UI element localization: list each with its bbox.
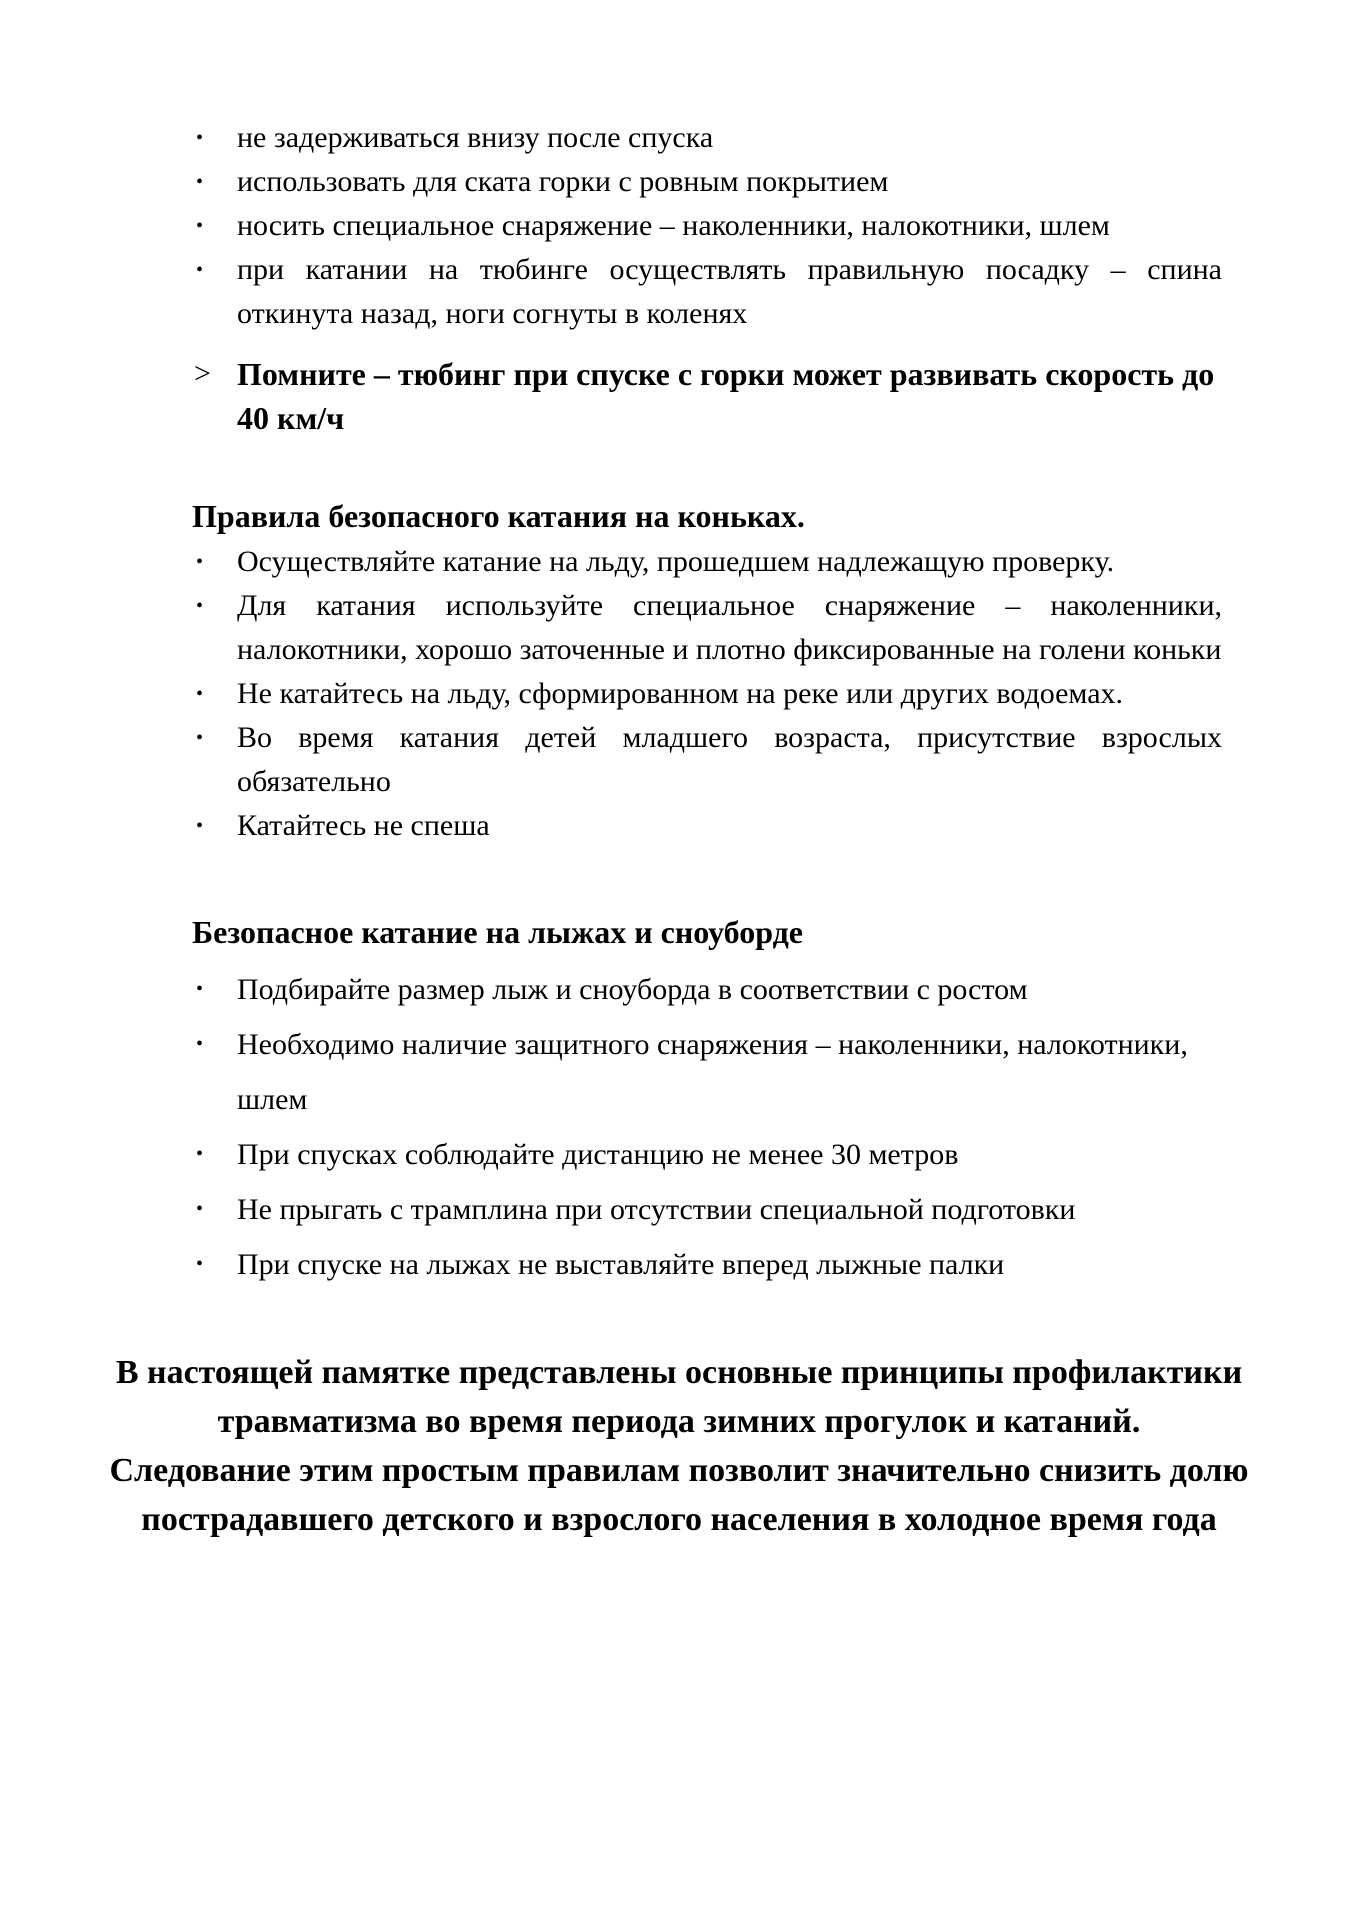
list-item-text: Необходимо наличие защитного снаряжения – наколенники, налокотники, шлем bbox=[237, 1028, 1188, 1116]
bullet-icon: • bbox=[196, 127, 204, 149]
list-item-text: Подбирайте размер лыж и сноуборда в соответствии с ростом bbox=[237, 973, 1028, 1006]
list-item bbox=[192, 1237, 1222, 1292]
ski-rules-list bbox=[192, 962, 1222, 1292]
list-item bbox=[192, 584, 1222, 672]
summary-line: В настоящей памятке представлены основные принципы профилактики bbox=[115, 1354, 1243, 1391]
list-item bbox=[192, 672, 1222, 716]
list-item bbox=[192, 804, 1222, 848]
bullet-icon: • bbox=[196, 215, 204, 237]
list-item-text: использовать для ската горки с ровным покрытием bbox=[237, 165, 889, 198]
bullet-icon: • bbox=[196, 171, 204, 193]
list-item-text: Для катания используйте специальное снаряжение – наколенники, налокотники, хорошо заточенные и плотно фиксированные на голени коньки bbox=[237, 589, 1222, 666]
bullet-icon: • bbox=[196, 1033, 204, 1055]
ski-section-heading: Безопасное катание на лыжах и сноуборде bbox=[192, 914, 803, 950]
skating-rules-list bbox=[192, 540, 1222, 848]
bullet-icon: • bbox=[196, 1198, 204, 1220]
summary-line: травматизма во время периода зимних прогулок и катаний. bbox=[217, 1403, 1141, 1440]
list-item-text: Во время катания детей младшего возраста, присутствие взрослых обязательно bbox=[237, 721, 1222, 798]
bullet-icon: • bbox=[196, 683, 204, 705]
list-item-text: при катании на тюбинге осуществлять правильную посадку – спина откинута назад, ноги согнуты в коленях bbox=[237, 253, 1222, 330]
bullet-icon: • bbox=[196, 259, 204, 281]
note-text: Помните – тюбинг при спуске с горки может развивать скорость до 40 км/ч bbox=[237, 356, 1215, 436]
bullet-icon: • bbox=[196, 1143, 204, 1165]
tubing-rules-list bbox=[192, 116, 1222, 336]
bullet-icon: • bbox=[196, 595, 204, 617]
list-item-text: Не катайтесь на льду, сформированном на реке или других водоемах. bbox=[237, 677, 1124, 710]
bullet-icon: • bbox=[196, 978, 204, 1000]
arrow-bullet-icon: > bbox=[194, 357, 211, 390]
list-item-text: не задерживаться внизу после спуска bbox=[237, 121, 714, 154]
list-item bbox=[192, 248, 1222, 336]
list-item-text: Катайтесь не спеша bbox=[237, 809, 490, 842]
summary-line: пострадавшего детского и взрослого населения в холодное время года bbox=[141, 1501, 1217, 1538]
list-item-text: При спусках соблюдайте дистанцию не менее 30 метров bbox=[237, 1138, 959, 1171]
bullet-icon: • bbox=[196, 815, 204, 837]
list-item bbox=[192, 1127, 1222, 1182]
skating-section-heading: Правила безопасного катания на коньках. bbox=[192, 498, 805, 534]
bullet-icon: • bbox=[196, 727, 204, 749]
list-item-text: Осуществляйте катание на льду, прошедшем надлежащую проверку. bbox=[237, 545, 1115, 578]
list-item-text: При спуске на лыжах не выставляйте вперед лыжные палки bbox=[237, 1248, 1005, 1281]
tubing-speed-note bbox=[192, 352, 1222, 440]
list-item bbox=[192, 116, 1222, 160]
summary-line: Следование этим простым правилам позволит значительно снизить долю bbox=[109, 1452, 1249, 1489]
bullet-icon: • bbox=[196, 551, 204, 573]
document-body bbox=[192, 116, 1222, 1292]
list-item bbox=[192, 204, 1222, 248]
list-item-text: Не прыгать с трамплина при отсутствии специальной подготовки bbox=[237, 1193, 1076, 1226]
list-item bbox=[192, 1182, 1222, 1237]
list-item bbox=[192, 716, 1222, 804]
list-item-text: носить специальное снаряжение – наколенники, налокотники, шлем bbox=[237, 209, 1110, 242]
list-item bbox=[192, 540, 1222, 584]
bullet-icon: • bbox=[196, 1253, 204, 1275]
list-item bbox=[192, 160, 1222, 204]
summary-paragraph bbox=[0, 1348, 1358, 1544]
list-item bbox=[192, 1017, 1222, 1127]
list-item bbox=[192, 962, 1222, 1017]
